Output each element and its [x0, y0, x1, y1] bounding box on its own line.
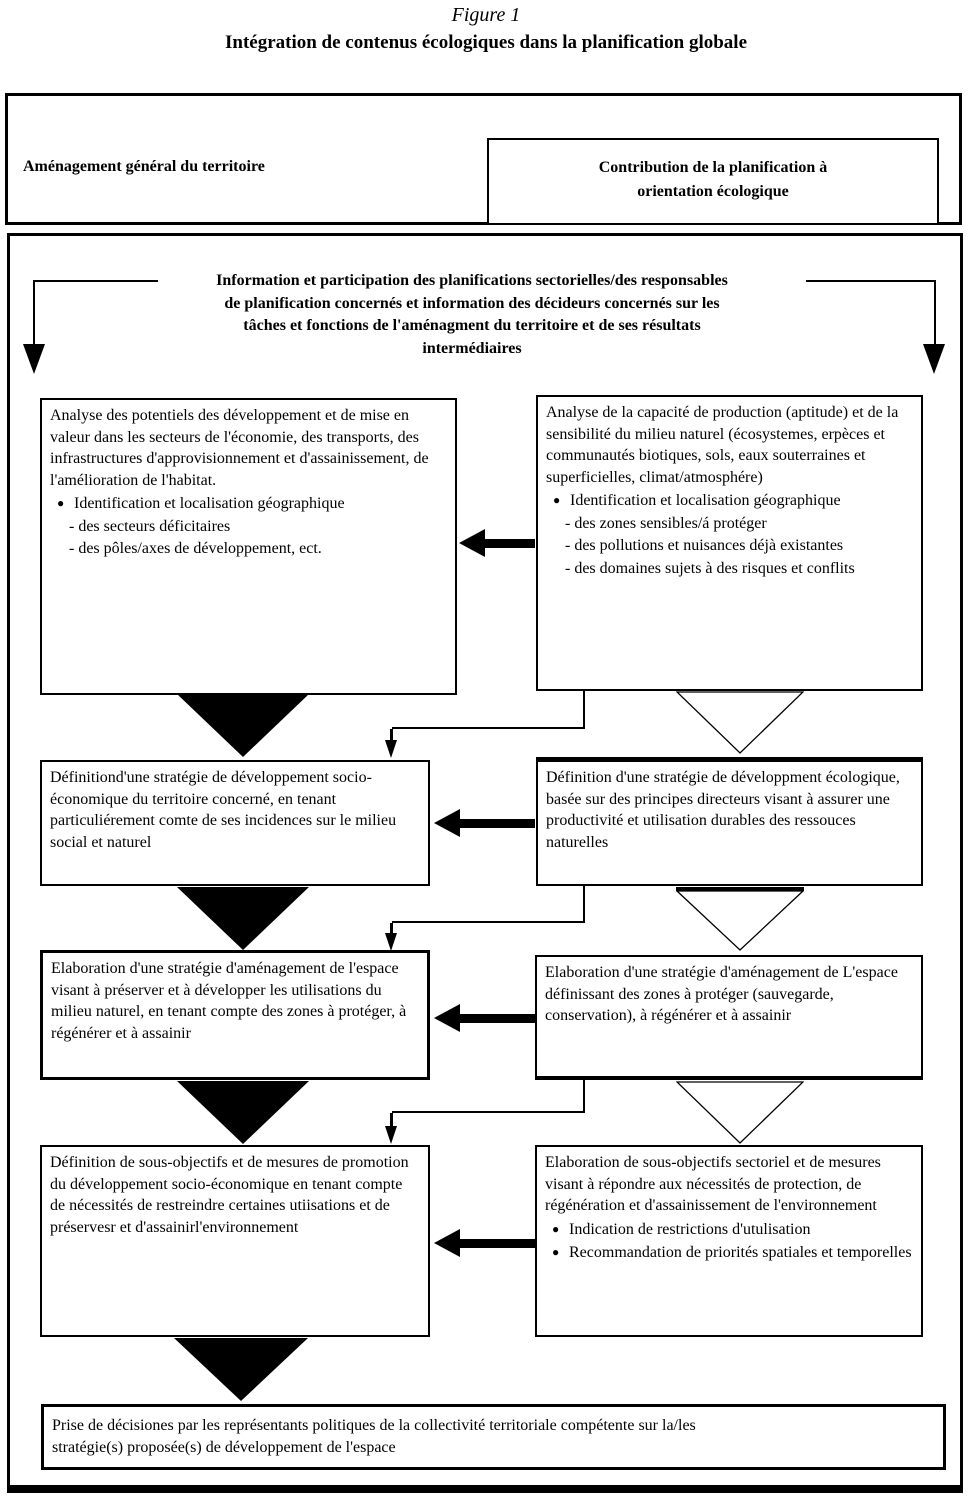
- connector-down-arrowhead-icon: [385, 740, 397, 758]
- dash-item: - des secteurs déficitaires: [69, 517, 231, 535]
- box-paragraph: stratégie(s) proposée(s) de développement de l'espace: [52, 1438, 396, 1456]
- bullet-text: Identification et localisation géographique: [74, 495, 345, 512]
- bullet-icon: ●: [553, 493, 561, 507]
- bullet-item: [546, 490, 913, 512]
- connector-vline: [934, 280, 936, 344]
- connector-hline: [806, 280, 936, 282]
- connector-arrow-stub: [390, 1113, 393, 1127]
- left-arrow-icon: [459, 529, 535, 557]
- figure-title: Intégration de contenus écologiques dans la planification globale: [224, 32, 748, 53]
- box-paragraph: Définition d'une stratégie de développment écologique, basée sur des principes directeurs visant à assurer une productivité et utilisation durables des ressouces naturelles: [546, 769, 900, 851]
- flow-box-right-4: [535, 1145, 923, 1337]
- left-arrow-icon: [434, 809, 535, 837]
- connector-vline: [33, 280, 35, 344]
- left-arrow-icon: [434, 1229, 535, 1257]
- arrow-head: [459, 529, 485, 557]
- bullet-item: [545, 1219, 913, 1241]
- flow-box-right-3: [535, 955, 923, 1080]
- dash-item: - des pôles/axes de développement, ect.: [69, 540, 322, 557]
- bullet-text: Recommandation de priorités spatiales et temporelles: [569, 1244, 912, 1261]
- connector-hline: [33, 280, 158, 282]
- arrow-shaft: [460, 1014, 535, 1023]
- flow-box-left-3: [40, 950, 430, 1080]
- down-triangle-filled-icon: [174, 1338, 308, 1401]
- down-triangle-outline-icon: [676, 887, 804, 952]
- bullet-item: [545, 1242, 913, 1264]
- box-paragraph: Définition de sous-objectifs et de mesures de promotion du développement socio-économique en tenant compte de nécessités de restreindre certaines utiisations et de préservesr et d'assainirl'environnement: [50, 1154, 409, 1236]
- connector-vline: [583, 691, 585, 729]
- decision-box: [41, 1404, 946, 1470]
- header-left-column-title: Aménagement général du territoire: [23, 158, 265, 175]
- connector-hline: [392, 727, 585, 729]
- bullet-icon: ●: [57, 496, 65, 510]
- arrow-shaft: [485, 539, 535, 548]
- down-arrowhead-icon: [23, 344, 45, 374]
- dash-item: - des pollutions et nuisances déjà existantes: [565, 537, 844, 554]
- flow-box-left-2: [40, 760, 430, 886]
- dash-item: - des zones sensibles/á protéger: [565, 514, 767, 532]
- info-banner-line: de planification concernés et information des décideurs concernés sur les: [224, 294, 720, 312]
- flow-box-right-1: [536, 395, 923, 691]
- connector-down-arrowhead-icon: [385, 1126, 397, 1144]
- down-triangle-outline-icon: [676, 691, 804, 755]
- connector-hline: [392, 1111, 585, 1113]
- bullet-item: [50, 493, 447, 515]
- info-banner-line: tâches et fonctions de l'aménagment du territoire et de ses résultats: [243, 317, 701, 334]
- box-paragraph: Elaboration d'une stratégie d'aménagement de l'espace visant à préserver et à développer les utilisations du milieu naturel, en tenant compte des zones à protéger, à régénérer et à assainir: [51, 960, 407, 1042]
- box-paragraph: Analyse de la capacité de production (aptitude) et de la sensibilité du milieu naturel (écosystemes, erpèces et communautés biotiques, sols, eaux souterraines et superficielles, climat/atmosphére): [546, 404, 899, 486]
- arrow-head: [434, 809, 460, 837]
- down-triangle-filled-icon: [177, 1081, 309, 1144]
- bullet-text: Indication de restrictions d'utulisation: [569, 1220, 811, 1238]
- box-paragraph: Définitiond'une stratégie de développement socio-économique du territoire concerné, en tenant particuliérement comte de ses incidences sur le milieu social et naturel: [50, 769, 397, 851]
- box-paragraph: Analyse des potentiels des développement et de mise en valeur dans les secteurs de l'économie, des transports, des infrastructures d'approvisionnement et d'assainissement, de l'amélioration de l'habitat.: [50, 407, 429, 489]
- header-right-column-title-line2: orientation écologique: [637, 183, 789, 200]
- arrow-shaft: [460, 819, 535, 828]
- info-banner: [0, 270, 944, 360]
- bullet-text: Identification et localisation géographique: [570, 492, 841, 509]
- arrow-shaft: [460, 1239, 535, 1248]
- arrow-head: [434, 1004, 460, 1032]
- bullet-icon: ●: [552, 1221, 560, 1236]
- info-banner-line: Information et participation des planifications sectorielles/des responsables: [216, 272, 728, 289]
- left-arrow-icon: [434, 1004, 535, 1032]
- header-right-column-title-line1: Contribution de la planification à: [598, 159, 828, 176]
- connector-vline: [583, 1080, 585, 1113]
- box-paragraph: Elaboration d'une stratégie d'aménagement de L'espace définissant des zones à protéger (sauvegarde, conservation), à régénérer et à assainir: [545, 964, 898, 1024]
- connector-vline: [583, 886, 585, 923]
- arrow-head: [434, 1229, 460, 1257]
- box-paragraph: Elaboration de sous-objectifs sectoriel et de mesures visant à répondre aux nécessités de protection, de régénération et d'assainissement de l'environnement: [545, 1154, 881, 1214]
- down-triangle-filled-icon: [177, 887, 309, 950]
- box-paragraph: Prise de décisiones par les représentants politiques de la collectivité territoriale compétente sur la/les: [52, 1417, 696, 1434]
- down-triangle-filled-icon: [177, 694, 309, 757]
- header-right-column-box: [487, 138, 939, 225]
- flow-box-right-2: [536, 757, 923, 886]
- flow-box-left-1: [40, 398, 457, 695]
- down-triangle-outline-icon: [676, 1081, 804, 1145]
- figure-label: Figure 1: [451, 4, 521, 26]
- dash-item: - des domaines sujets à des risques et conflits: [565, 559, 855, 577]
- connector-down-arrowhead-icon: [385, 933, 397, 951]
- info-banner-line: intermédiaires: [422, 339, 522, 357]
- flow-box-left-4: [40, 1145, 430, 1337]
- connector-hline: [392, 921, 585, 923]
- bullet-icon: ●: [552, 1245, 560, 1259]
- down-arrowhead-icon: [923, 344, 945, 374]
